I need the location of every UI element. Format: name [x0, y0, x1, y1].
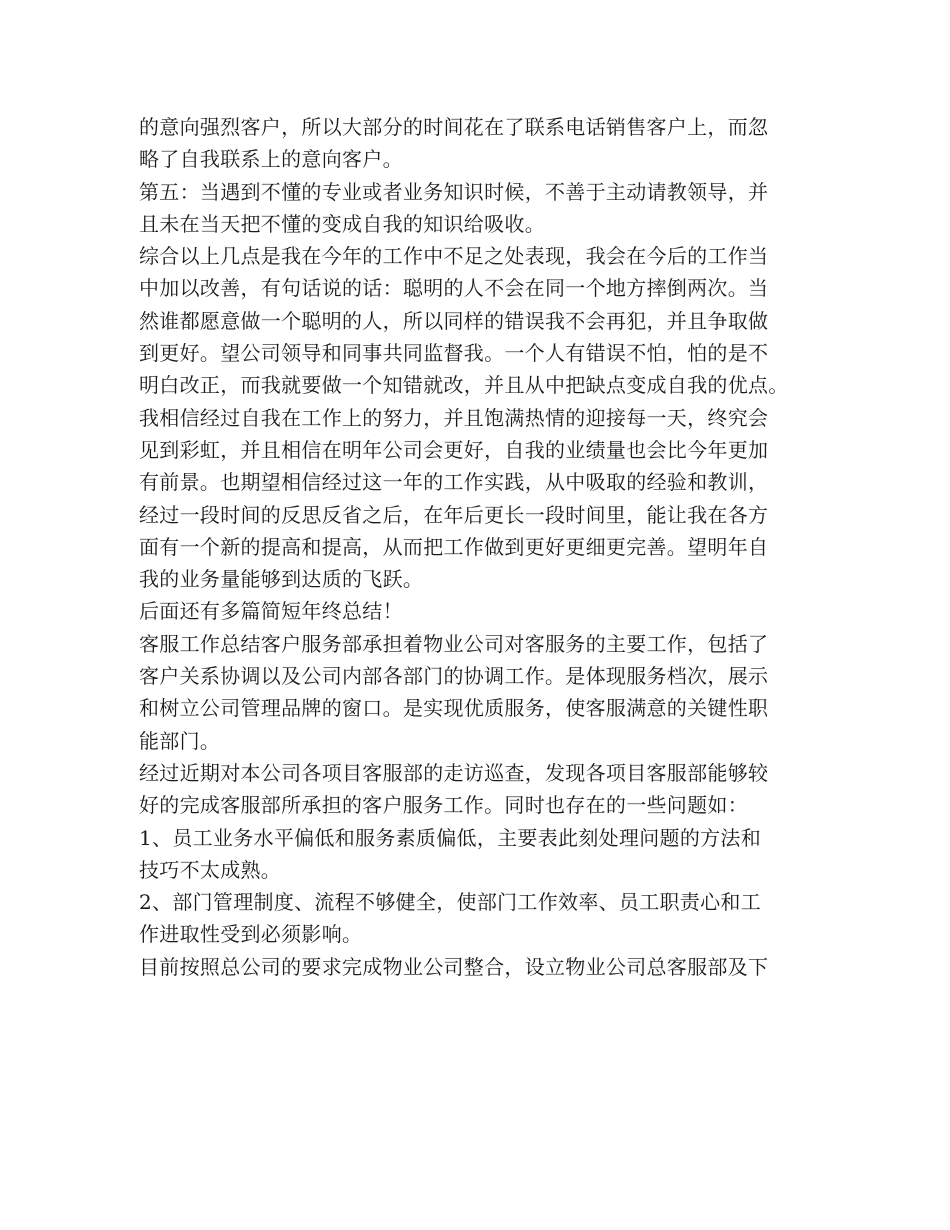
text-line: 我相信经过自我在工作上的努力，并且饱满热情的迎接每一天，终究会: [139, 405, 769, 430]
text-line: 技巧不太成熟。: [139, 857, 282, 882]
text-line: 和树立公司管理品牌的窗口。是实现优质服务，使客服满意的关键性职: [139, 696, 769, 721]
text-line: 2、部门管理制度、流程不够健全，使部门工作效率、员工职责心和工: [139, 890, 762, 915]
text-line: 面有一个新的提高和提高，从而把工作做到更好更细更完善。望明年自: [139, 534, 769, 559]
text-line: 经过近期对本公司各项目客服部的走访巡查，发现各项目客服部能够较: [139, 760, 769, 785]
text-line: 综合以上几点是我在今年的工作中不足之处表现，我会在今后的工作当: [139, 244, 769, 269]
text-line: 好的完成客服部所承担的客户服务工作。同时也存在的一些问题如：: [139, 793, 748, 818]
text-line: 客服工作总结客户服务部承担着物业公司对客服务的主要工作，包括了: [139, 631, 769, 656]
text-line: 经过一段时间的反思反省之后，在年后更长一段时间里，能让我在各方: [139, 502, 769, 527]
text-line: 中加以改善，有句话说的话：聪明的人不会在同一个地方摔倒两次。当: [139, 276, 769, 301]
text-line: 明白改正，而我就要做一个知错就改，并且从中把缺点变成自我的优点。: [139, 373, 789, 398]
text-line: 目前按照总公司的要求完成物业公司整合，设立物业公司总客服部及下: [139, 954, 769, 979]
text-line: 有前景。也期望相信经过这一年的工作实践，从中吸取的经验和教训，: [139, 470, 769, 495]
document-body: [139, 111, 829, 983]
text-line: 略了自我联系上的意向客户。: [139, 147, 403, 172]
text-line: 见到彩虹，并且相信在明年公司会更好，自我的业绩量也会比今年更加: [139, 437, 769, 462]
text-line: 我的业务量能够到达质的飞跃。: [139, 567, 424, 592]
text-line: 后面还有多篇简短年终总结！: [139, 599, 403, 624]
text-line: 的意向强烈客户，所以大部分的时间花在了联系电话销售客户上，而忽: [139, 115, 769, 139]
text-line: 然谁都愿意做一个聪明的人，所以同样的错误我不会再犯，并且争取做: [139, 308, 769, 333]
text-line: 能部门。: [139, 728, 221, 753]
text-line: 到更好。望公司领导和同事共同监督我。一个人有错误不怕，怕的是不: [139, 341, 769, 366]
text-line: 且未在当天把不懂的变成自我的知识给吸收。: [139, 211, 545, 236]
text-line: 1、员工业务水平偏低和服务素质偏低，主要表此刻处理问题的方法和: [139, 825, 762, 850]
text-line: 第五：当遇到不懂的专业或者业务知识时候，不善于主动请教领导，并: [139, 179, 769, 204]
text-line: 客户关系协调以及公司内部各部门的协调工作。是体现服务档次，展示: [139, 664, 769, 689]
text-line: 作进取性受到必须影响。: [139, 922, 363, 947]
